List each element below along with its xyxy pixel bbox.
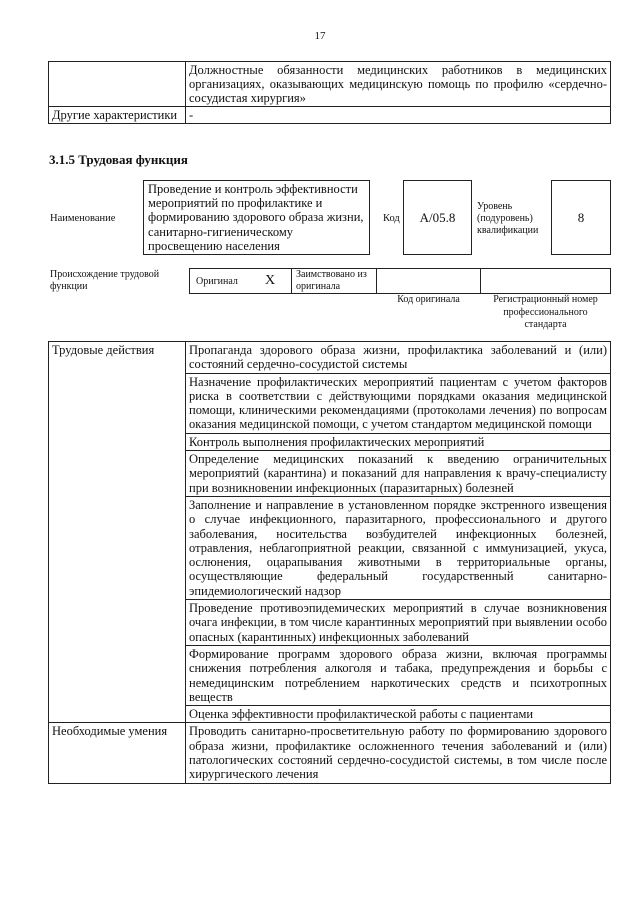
labor-action-item: Оценка эффективности профилактической работы с пациентами (186, 706, 611, 723)
level-value: 8 (551, 180, 611, 255)
labor-action-item: Пропаганда здорового образа жизни, профилактика заболеваний и (или) состояний сердечно-сосудистой системы (186, 342, 611, 374)
labor-action-item: Формирование программ здорового образа жизни, включая программы снижения потребления алкоголя и табака, предупреждения и борьбы с немедицинским потреблением наркотических средств и психотропных веществ (186, 645, 611, 705)
page-number: 17 (314, 30, 326, 42)
original-cell (189, 268, 292, 294)
code-label: Код (383, 213, 400, 224)
top-table (48, 61, 611, 124)
labor-action-item: Определение медицинских показаний к введению ограничительных мероприятий (карантина) и показаний для направления к врачу-специалисту при возникновении инфекционных (паразитарных) болезней (186, 451, 611, 497)
code-value: A/05.8 (403, 180, 472, 255)
original-mark: X (265, 273, 276, 288)
code-original-caption: Код оригинала (397, 294, 460, 305)
other-characteristics-value: - (186, 107, 611, 124)
skills-label: Необходимые умения (49, 723, 186, 783)
reg-number-cell (480, 268, 611, 294)
labor-action-item: Контроль выполнения профилактических мероприятий (186, 433, 611, 450)
section-heading: 3.1.5 Трудовая функция (49, 152, 188, 167)
original-label: Оригинал (196, 276, 238, 287)
skill-item: Проводить санитарно-просветительную работу по формированию здорового образа жизни, профилактике осложненного течения заболеваний и (или) патологических состояний сердечно-сосудистой системы, в том числе после хирургического лечения (186, 723, 611, 783)
reg-number-caption: Регистрационный номер профессионального стандарта (493, 294, 598, 330)
labor-action-item: Назначение профилактических мероприятий пациентам с учетом факторов риска в соответствии с действующими порядками оказания медицинской помощи, клиническими рекомендациями (протоколами лечения) по вопросам оказания медицинской помощи, с учетом стандартом медицинской помощи (186, 373, 611, 433)
top-table-duties-text: Должностные обязанности медицинских работников в медицинских организациях, оказывающих медицинскую помощь по профилю «сердечно-сосудистая хирургия» (186, 62, 611, 107)
labor-function-table (48, 341, 611, 784)
labor-action-item: Проведение противоэпидемических мероприятий в случае возникновения очага инфекции, в том числе карантинных мероприятий при выявлении особо опасных (карантинных) инфекционных заболеваний (186, 600, 611, 646)
origin-label: Происхождение трудовой функции (50, 269, 160, 292)
level-label: Уровень (подуровень) квалификации (477, 201, 539, 236)
top-table-empty-cell (49, 62, 186, 107)
borrowed-label: Заимствовано из оригинала (291, 268, 377, 294)
name-label: Наименование (50, 213, 116, 224)
labor-action-item: Заполнение и направление в установленном порядке экстренного извещения о случае инфекционного, паразитарного, профессионального и другого заболевания, носительства возбудителей инфекционных болезней, отравления, неблагоприятной реакции, связанной с иммунизацией, укуса, ослюнения, оцарапывания животными в территориальные органы, осуществляющие федеральный государственный санитарно-эпидемиологический надзор (186, 496, 611, 599)
labor-actions-label: Трудовые действия (49, 342, 186, 723)
function-name-value: Проведение и контроль эффективности мероприятий по профилактике и формированию здорового образа жизни, санитарно-гигиеническому просвещению населения (143, 180, 370, 255)
code-original-cell (376, 268, 481, 294)
other-characteristics-label: Другие характеристики (49, 107, 186, 124)
